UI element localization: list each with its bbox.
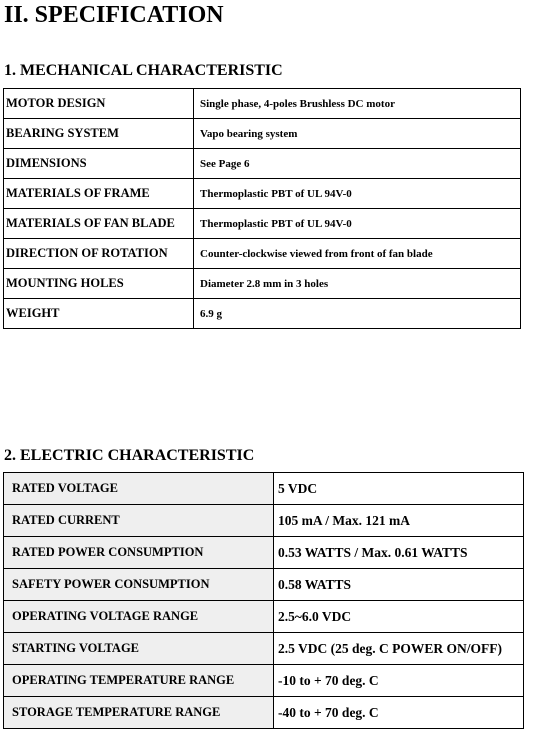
spec-value: Single phase, 4-poles Brushless DC motor bbox=[194, 89, 521, 119]
table-row bbox=[4, 601, 524, 633]
table-row bbox=[4, 665, 524, 697]
spec-label: MATERIALS OF FAN BLADE bbox=[4, 209, 194, 239]
spec-value: 6.9 g bbox=[194, 299, 521, 329]
table-row bbox=[4, 239, 521, 269]
spec-value: 105 mA / Max. 121 mA bbox=[274, 505, 524, 537]
spec-label: DIMENSIONS bbox=[4, 149, 194, 179]
table-row bbox=[4, 269, 521, 299]
spec-label: STARTING VOLTAGE bbox=[4, 633, 274, 665]
spec-value: -40 to + 70 deg. C bbox=[274, 697, 524, 729]
table-row bbox=[4, 299, 521, 329]
spec-label: MATERIALS OF FRAME bbox=[4, 179, 194, 209]
spec-label: OPERATING VOLTAGE RANGE bbox=[4, 601, 274, 633]
electric-table bbox=[3, 472, 524, 729]
spec-label: BEARING SYSTEM bbox=[4, 119, 194, 149]
electric-heading: 2. ELECTRIC CHARACTERISTIC bbox=[4, 447, 255, 464]
mechanical-heading: 1. MECHANICAL CHARACTERISTIC bbox=[4, 62, 283, 79]
spec-value: 0.58 WATTS bbox=[274, 569, 524, 601]
spec-label: MOUNTING HOLES bbox=[4, 269, 194, 299]
spec-label: WEIGHT bbox=[4, 299, 194, 329]
spec-value: 2.5~6.0 VDC bbox=[274, 601, 524, 633]
spec-label: DIRECTION OF ROTATION bbox=[4, 239, 194, 269]
spec-value: 2.5 VDC (25 deg. C POWER ON/OFF) bbox=[274, 633, 524, 665]
spec-value: Diameter 2.8 mm in 3 holes bbox=[194, 269, 521, 299]
spec-label: SAFETY POWER CONSUMPTION bbox=[4, 569, 274, 601]
page-title: II. SPECIFICATION bbox=[4, 2, 224, 28]
spec-value: See Page 6 bbox=[194, 149, 521, 179]
spec-value: 5 VDC bbox=[274, 473, 524, 505]
spec-value: Counter-clockwise viewed from front of fan blade bbox=[194, 239, 521, 269]
table-row bbox=[4, 179, 521, 209]
spec-label: RATED POWER CONSUMPTION bbox=[4, 537, 274, 569]
spec-value: Thermoplastic PBT of UL 94V-0 bbox=[194, 179, 521, 209]
spec-value: 0.53 WATTS / Max. 0.61 WATTS bbox=[274, 537, 524, 569]
table-row bbox=[4, 149, 521, 179]
table-row bbox=[4, 473, 524, 505]
table-row bbox=[4, 633, 524, 665]
table-row bbox=[4, 505, 524, 537]
mechanical-table bbox=[3, 88, 521, 329]
spec-label: RATED VOLTAGE bbox=[4, 473, 274, 505]
spec-label: RATED CURRENT bbox=[4, 505, 274, 537]
spec-value: -10 to + 70 deg. C bbox=[274, 665, 524, 697]
table-row bbox=[4, 119, 521, 149]
table-row bbox=[4, 209, 521, 239]
spec-value: Vapo bearing system bbox=[194, 119, 521, 149]
spec-label: OPERATING TEMPERATURE RANGE bbox=[4, 665, 274, 697]
table-row bbox=[4, 569, 524, 601]
table-row bbox=[4, 697, 524, 729]
spec-label: MOTOR DESIGN bbox=[4, 89, 194, 119]
table-row bbox=[4, 89, 521, 119]
spec-label: STORAGE TEMPERATURE RANGE bbox=[4, 697, 274, 729]
table-row bbox=[4, 537, 524, 569]
spec-value: Thermoplastic PBT of UL 94V-0 bbox=[194, 209, 521, 239]
